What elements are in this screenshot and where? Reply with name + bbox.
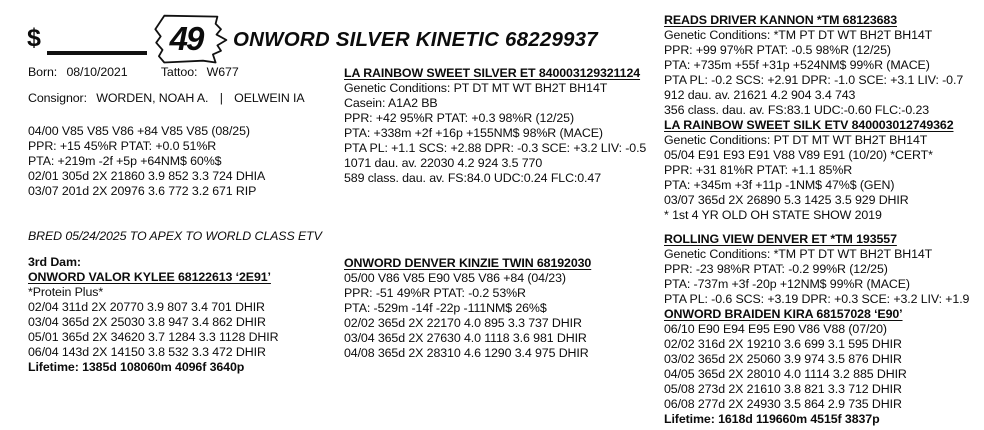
pedigree-line: PTA: +735m +55f +31p +524NM$ 99%R (MACE) xyxy=(664,58,930,72)
pedigree-line: 06/08 277d 2X 24930 3.5 864 2.9 735 DHIR xyxy=(664,397,902,411)
lot-number-badge xyxy=(149,12,230,68)
third-dam-label: 3rd Dam: xyxy=(28,255,81,269)
pedigree-line: 04/00 V85 V85 V86 +84 V85 V85 (08/25) xyxy=(28,124,250,138)
pedigree-line: 02/04 311d 2X 20770 3.9 807 3.4 701 DHIR xyxy=(28,300,265,314)
pedigree-line: 04/05 365d 2X 28010 4.0 1114 3.2 885 DHIR xyxy=(664,367,907,381)
consignor-separator: | xyxy=(219,91,223,105)
third-dam-lifetime: Lifetime: 1385d 108060m 4096f 3640p xyxy=(28,360,245,374)
third-dam-section xyxy=(28,255,278,375)
pedigree-line: PTA: +338m +2f +16p +155NM$ 98%R (MACE) xyxy=(344,126,603,140)
pedigree-line: Genetic Conditions: PT DT MT WT BH2T BH14T xyxy=(664,133,928,147)
pedigree-line: 05/08 273d 2X 21610 3.8 821 3.3 712 DHIR xyxy=(664,382,902,396)
pedigree-line: 02/01 305d 2X 21860 3.9 852 3.3 724 DHIA xyxy=(28,169,266,183)
consignor-label: Consignor: xyxy=(28,91,87,105)
pedigree-line: 05/01 365d 2X 34620 3.7 1284 3.3 1128 DHIR xyxy=(28,330,279,344)
sire-name: LA RAINBOW SWEET SILVER ET 840003129321124 xyxy=(344,66,641,80)
pedigree-line: PPR: +15 45%R PTAT: +0.0 51%R xyxy=(28,139,217,153)
pedigree-line: PPR: +42 95%R PTAT: +0.3 98%R (12/25) xyxy=(344,111,575,125)
pedigree-line: 589 class. dau. av. FS:84.0 UDC:0.24 FLC:0.47 xyxy=(344,171,601,185)
dam-dam-details xyxy=(664,322,982,412)
lot-number: 49 xyxy=(169,20,203,57)
pedigree-line: 06/10 E90 E94 E95 E90 V86 V88 (07/20) xyxy=(664,322,887,336)
sire-section xyxy=(344,66,646,186)
third-dam-note: *Protein Plus* xyxy=(28,285,104,299)
dam-dam-lifetime: Lifetime: 1618d 119660m 4515f 3837p xyxy=(664,412,880,426)
pedigree-line: Casein: A1A2 BB xyxy=(344,96,438,110)
dam-dam-name: ONWORD BRAIDEN KIRA 68157028 ‘E90’ xyxy=(664,307,903,321)
pedigree-line: 02/02 316d 2X 19210 3.6 699 3.1 595 DHIR xyxy=(664,337,902,351)
consignor-row xyxy=(28,91,305,106)
pedigree-line: 03/07 201d 2X 20976 3.6 772 3.2 671 RIP xyxy=(28,184,257,198)
subject-records xyxy=(28,124,265,199)
tattoo-value: W677 xyxy=(206,65,239,79)
pedigree-line: 03/04 365d 2X 27630 4.0 1118 3.6 981 DHIR xyxy=(344,331,587,345)
pedigree-line: 356 class. dau. av. FS:83.1 UDC:-0.60 FLC:-0.23 xyxy=(664,103,930,117)
pedigree-line: Genetic Conditions: *TM PT DT WT BH2T BH14T xyxy=(664,247,933,261)
bred-note: BRED 05/24/2025 TO APEX TO WORLD CLASS ETV xyxy=(28,229,322,243)
sire-dam-name: LA RAINBOW SWEET SILK ETV 840003012749362 xyxy=(664,118,954,132)
dam-details xyxy=(344,271,591,361)
pedigree-line: 912 dau. av. 21621 4.2 904 3.4 743 xyxy=(664,88,856,102)
pedigree-line: 05/00 V86 V85 E90 V85 V86 +84 (04/23) xyxy=(344,271,566,285)
dam-sire-section xyxy=(664,232,982,307)
pedigree-line: PTA PL: +1.1 SCS: +2.88 DPR: -0.3 SCE: +3.2 LIV: -0.5 xyxy=(344,141,647,155)
pedigree-line: PPR: -23 98%R PTAT: -0.2 99%R (12/25) xyxy=(664,262,888,276)
sire-sire-details xyxy=(664,28,982,118)
pedigree-line: PPR: -51 49%R PTAT: -0.2 53%R xyxy=(344,286,526,300)
pedigree-line: * 1st 4 YR OLD OH STATE SHOW 2019 xyxy=(664,208,882,222)
tattoo-label: Tattoo: xyxy=(160,65,198,79)
price-dollar-sign: $ xyxy=(27,24,41,52)
pedigree-line: PTA: +345m +3f +11p -1NM$ 47%$ (GEN) xyxy=(664,178,895,192)
sire-sire-section xyxy=(664,13,982,118)
pedigree-line: 1071 dau. av. 22030 4.2 924 3.5 770 xyxy=(344,156,543,170)
price-blank-line xyxy=(47,51,147,55)
pedigree-line: PTA PL: -0.2 SCS: +2.91 DPR: -1.0 SCE: +3.1 LIV: -0.7 xyxy=(664,73,964,87)
pedigree-line: 02/02 365d 2X 22170 4.0 895 3.3 737 DHIR xyxy=(344,316,582,330)
pedigree-line: PTA PL: -0.6 SCS: +3.19 DPR: +0.3 SCE: +3.2 LIV: +1.9 xyxy=(664,292,970,306)
dam-section xyxy=(344,256,591,361)
pedigree-line: PTA: +219m -2f +5p +64NM$ 60%$ xyxy=(28,154,222,168)
sire-sire-name: READS DRIVER KANNON *TM 68123683 xyxy=(664,13,897,27)
pedigree-line: PTA: -737m +3f -20p +12NM$ 99%R (MACE) xyxy=(664,277,910,291)
sire-details xyxy=(344,81,646,186)
pedigree-line: 03/04 365d 2X 25030 3.8 947 3.4 862 DHIR xyxy=(28,315,266,329)
pedigree-line: 06/04 143d 2X 14150 3.8 532 3.3 472 DHIR xyxy=(28,345,266,359)
pedigree-line: 03/02 365d 2X 25060 3.9 974 3.5 876 DHIR xyxy=(664,352,902,366)
dam-dam-section xyxy=(664,307,982,427)
sire-dam-section xyxy=(664,118,982,223)
grandparents-column xyxy=(664,13,982,427)
born-tattoo-row xyxy=(28,65,239,80)
born-label: Born: xyxy=(28,65,58,79)
pedigree-line: PPR: +31 81%R PTAT: +1.1 85%R xyxy=(664,163,853,177)
section-spacer xyxy=(664,223,982,232)
pedigree-line: 04/08 365d 2X 28310 4.6 1290 3.4 975 DHIR xyxy=(344,346,589,360)
pedigree-line: PTA: -529m -14f -22p -111NM$ 26%$ xyxy=(344,301,547,315)
pedigree-line: 05/04 E91 E93 E91 V88 V89 E91 (10/20) *CERT* xyxy=(664,148,933,162)
pedigree-line: PPR: +99 97%R PTAT: -0.5 98%R (12/25) xyxy=(664,43,891,57)
dam-sire-details xyxy=(664,247,982,307)
dam-sire-name: ROLLING VIEW DENVER ET *TM 193557 xyxy=(664,232,897,246)
animal-title: ONWORD SILVER KINETIC 68229937 xyxy=(233,28,598,51)
consignor-name: WORDEN, NOAH A. xyxy=(96,91,209,105)
born-value: 08/10/2021 xyxy=(66,65,128,79)
dam-name: ONWORD DENVER KINZIE TWIN 68192030 xyxy=(344,256,592,270)
consignor-location: OELWEIN IA xyxy=(234,91,305,105)
third-dam-records xyxy=(28,300,278,360)
sire-dam-details xyxy=(664,133,982,223)
pedigree-line: Genetic Conditions: *TM PT DT WT BH2T BH14T xyxy=(664,28,933,42)
third-dam-name: ONWORD VALOR KYLEE 68122613 ‘2E91’ xyxy=(28,270,271,284)
pedigree-line: Genetic Conditions: PT DT MT WT BH2T BH14T xyxy=(344,81,608,95)
pedigree-line: 03/07 365d 2X 26890 5.3 1425 3.5 929 DHIR xyxy=(664,193,909,207)
